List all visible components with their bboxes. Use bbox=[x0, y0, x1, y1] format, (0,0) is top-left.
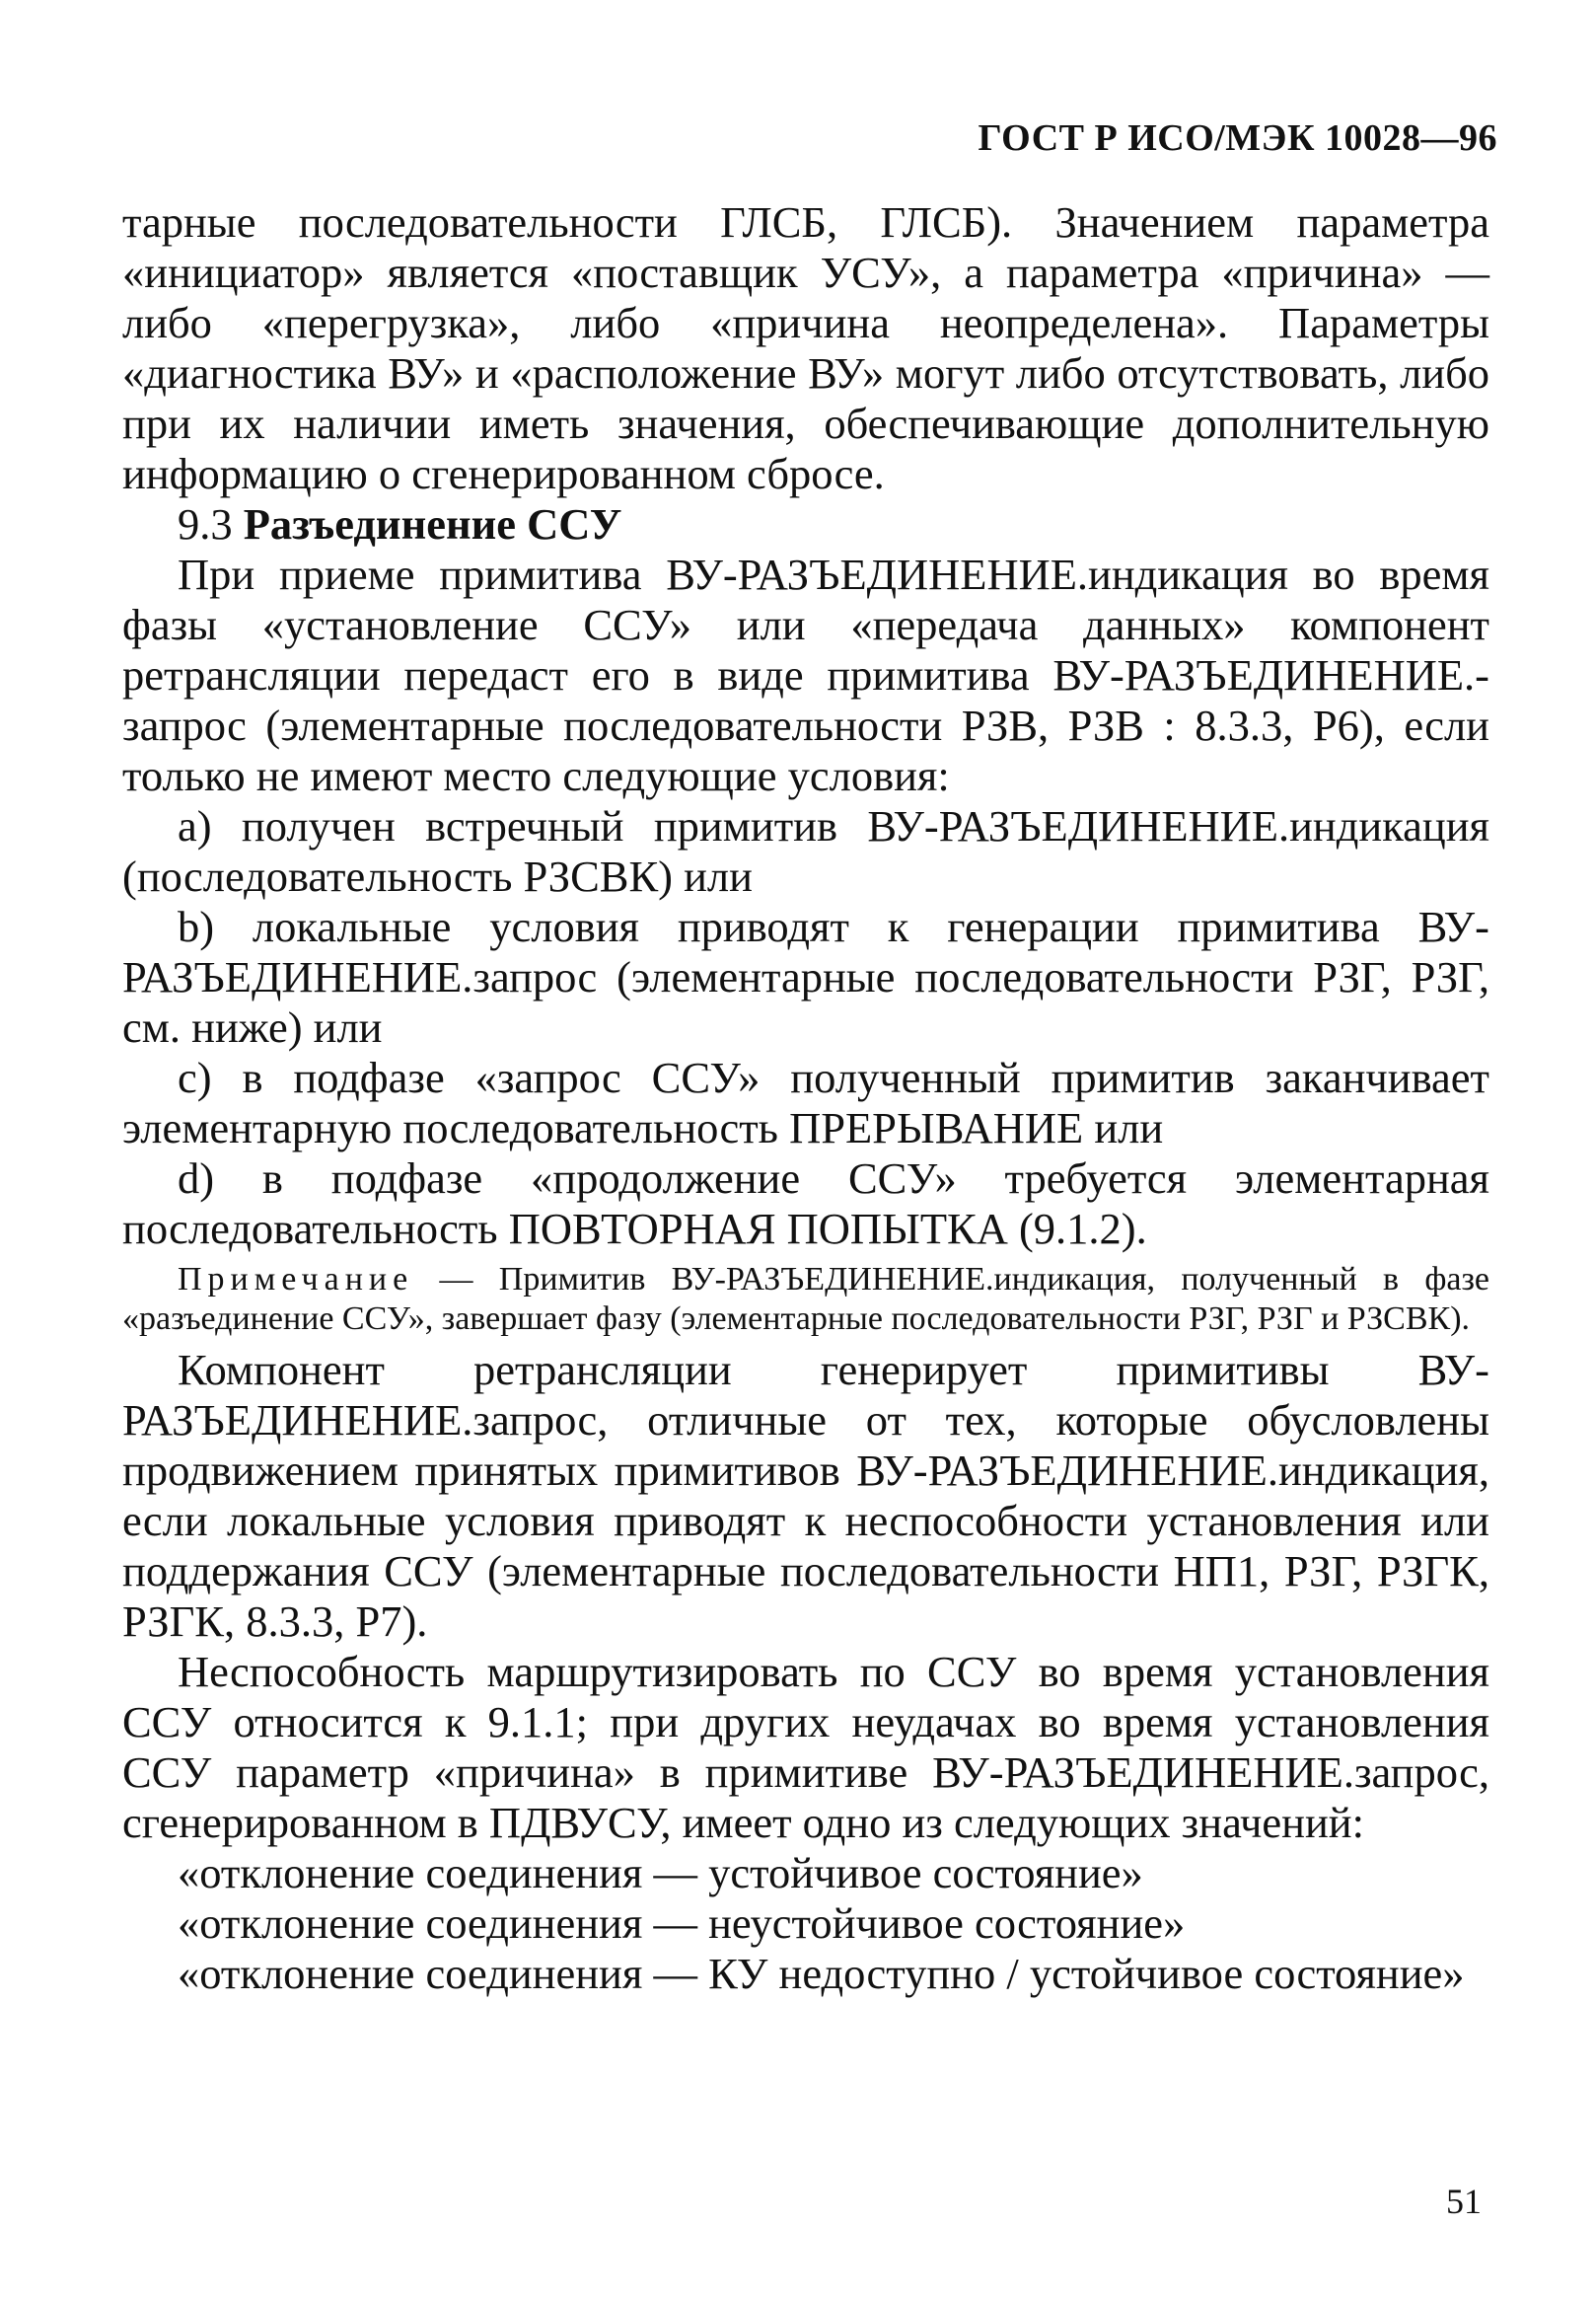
list-item-b: b) локальные условия приводят к генерации примитива ВУ-РАЗЪЕДИНЕНИЕ.запрос (элементарные последовательности РЗГ, РЗГ, см. ниже) или bbox=[122, 902, 1489, 1052]
list-item-a: а) получен встречный примитив ВУ-РАЗЪЕДИНЕНИЕ.индикация (последовательность РЗСВК) или bbox=[122, 801, 1489, 901]
quote-item-3: «отклонение соединения — КУ недоступно / устойчивое состояние» bbox=[178, 1949, 1465, 1998]
document-body bbox=[122, 197, 1489, 1999]
section-heading bbox=[122, 499, 1489, 550]
paragraph-relay-disconnect: При приеме примитива ВУ-РАЗЪЕДИНЕНИЕ.индикация во время фазы «установление ССУ» или «передача данных» компонент ретрансляции передаст его в виде примитива ВУ-РАЗЪЕДИНЕНИЕ.-запрос (элементарные последовательности РЗВ, РЗВ : 8.3.3, Р6), если только не имеют место следующие условия: bbox=[122, 550, 1489, 800]
note bbox=[122, 1260, 1489, 1339]
page-number: 51 bbox=[1446, 2182, 1482, 2221]
paragraph-relay-generates: Компонент ретрансляции генерирует примитивы ВУ-РАЗЪЕДИНЕНИЕ.запрос, отличные от тех, которые обусловлены продвижением принятых примитивов ВУ-РАЗЪЕДИНЕНИЕ.индикация, если локальные условия приводят к неспособности установления или поддержания ССУ (элементарные последовательности НП1, РЗГ, РЗГК, РЗГК, 8.3.3, Р7). bbox=[122, 1345, 1489, 1646]
section-number: 9.3 bbox=[178, 499, 233, 549]
section-title: Разъединение ССУ bbox=[243, 499, 622, 549]
paragraph-continuation: тарные последовательности ГЛСБ, ГЛСБ). Значением параметра «инициатор» является «поставщик УСУ», а параметра «причина» — либо «перегрузка», либо «причина неопределена». Параметры «диагностика ВУ» и «расположение ВУ» могут либо отсутствовать, либо при их наличии иметь значения, обеспечивающие дополнительную информацию о сгенерированном сбросе. bbox=[122, 197, 1489, 498]
note-label: Примечание bbox=[178, 1261, 414, 1298]
list-item-c: c) в подфазе «запрос ССУ» полученный примитив заканчивает элементарную последовательность ПРЕРЫВАНИЕ или bbox=[122, 1053, 1489, 1152]
quote-item-2: «отклонение соединения — неустойчивое состояние» bbox=[178, 1898, 1186, 1948]
paragraph-routing-failure: Неспособность маршрутизировать по ССУ во время установления ССУ относится к 9.1.1; при других неудачах во время установления ССУ параметр «причина» в примитиве ВУ-РАЗЪЕДИНЕНИЕ.запрос, сгенерированном в ПДВУСУ, имеет одно из следующих значений: bbox=[122, 1647, 1489, 1847]
list-item-d: d) в подфазе «продолжение ССУ» требуется элементарная последовательность ПОВТОРНАЯ ПОПЫТКА (9.1.2). bbox=[122, 1153, 1489, 1253]
document-header: ГОСТ Р ИСО/МЭК 10028—96 bbox=[978, 117, 1497, 159]
quote-item-1: «отклонение соединения — устойчивое состояние» bbox=[178, 1848, 1143, 1897]
note-text: — Примитив ВУ-РАЗЪЕДИНЕНИЕ.индикация, полученный в фазе «разъединение ССУ», завершает фазу (элементарные последовательности РЗГ, РЗГ и РЗСВК). bbox=[122, 1261, 1489, 1337]
